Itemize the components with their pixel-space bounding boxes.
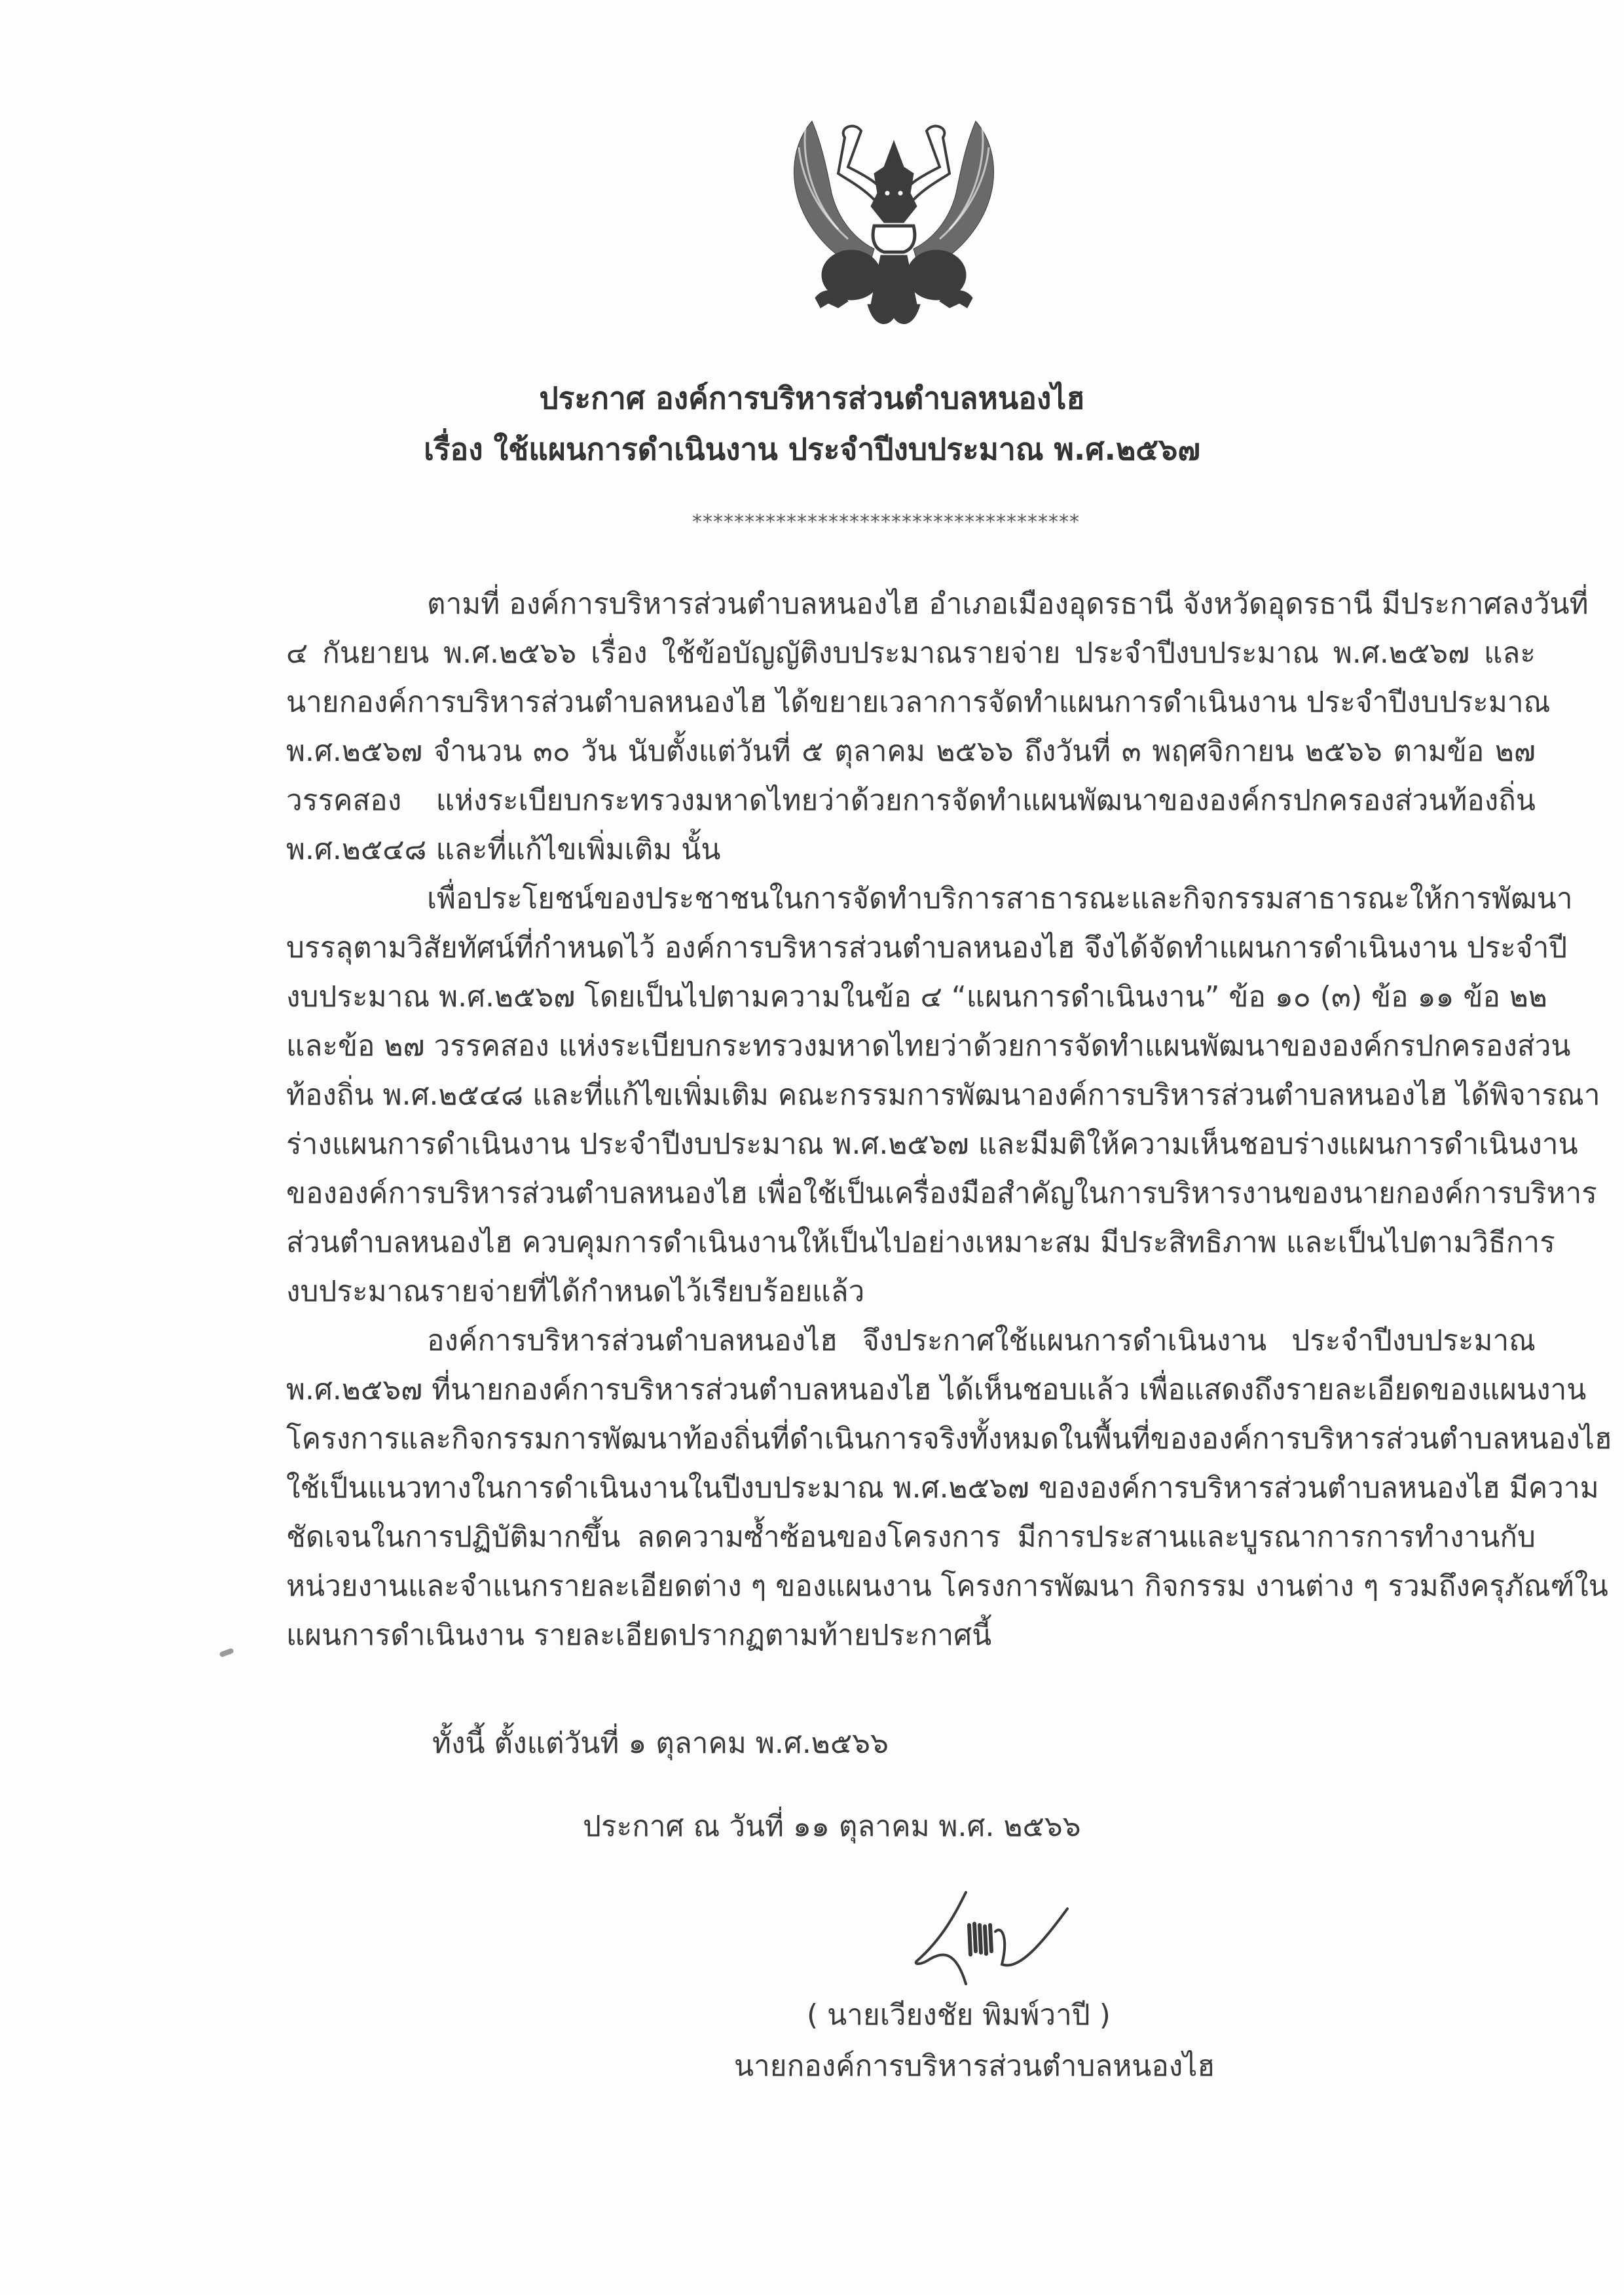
text-line: แผนการดำเนินงาน รายละเอียดปรากฏตามท้ายประกาศนี้ [286,1619,992,1652]
garuda-emblem-icon [776,108,1012,327]
text-line: ท้องถิ่น พ.ศ.๒๕๔๘ และที่แก้ไขเพิ่มเติม คณะกรรมการพัฒนาองค์การบริหารส่วนตำบลหนองไฮ ได้พิจารณา [286,1078,1600,1112]
text-line: ใช้เป็นแนวทางในการดำเนินงานในปีงบประมาณ พ.ศ.๒๕๖๗ ขององค์การบริหารส่วนตำบลหนองไฮ มีความ [286,1471,1599,1505]
text-line: ร่างแผนการดำเนินงาน ประจำปีงบประมาณ พ.ศ.๒๕๖๗ และมีมติให้ความเห็นชอบร่างแผนการดำเนินงาน [286,1128,1578,1161]
text-line: พ.ศ.๒๕๔๘ และที่แก้ไขเพิ่มเติม นั้น [286,833,721,866]
text-line: ตามที่ องค์การบริหารส่วนตำบลหนองไฮ อำเภอเมืองอุดรธานี จังหวัดอุดรธานี มีประกาศลงวันที่ [427,587,1589,621]
text-line: วรรคสอง แห่งระเบียบกระทรวงมหาดไทยว่าด้วยการจัดทำแผนพัฒนาขององค์กรปกครองส่วนท้องถิ่น [286,784,1536,817]
text-line: พ.ศ.๒๕๖๗ ที่นายกองค์การบริหารส่วนตำบลหนองไฮ ได้เห็นชอบแล้ว เพื่อแสดงถึงรายละเอียดของแผนงาน [286,1373,1587,1406]
title-line-1: ประกาศ องค์การบริหารส่วนตำบลหนองไฮ [539,380,1085,416]
signer-position: นายกองค์การบริหารส่วนตำบลหนองไฮ [734,2049,1215,2083]
text-line: และข้อ ๒๗ วรรคสอง แห่งระเบียบกระทรวงมหาดไทยว่าด้วยการจัดทำแผนพัฒนาขององค์กรปกครองส่วน [286,1029,1571,1063]
text-line: งบประมาณ พ.ศ.๒๕๖๗ โดยเป็นไปตามความในข้อ ๔ “แผนการดำเนินงาน” ข้อ ๑๐ (๓) ข้อ ๑๑ ข้อ ๒๒ [286,980,1547,1014]
text-line: หน่วยงานและจำแนกรายละเอียดต่าง ๆ ของแผนงาน โครงการพัฒนา กิจกรรม งานต่าง ๆ รวมถึงครุภัณฑ์ใน [286,1570,1608,1603]
text-line: พ.ศ.๒๕๖๗ จำนวน ๓๐ วัน นับตั้งแต่วันที่ ๕ ตุลาคม ๒๕๖๖ ถึงวันที่ ๓ พฤศจิกายน ๒๕๖๖ ตามข้อ ๒๗ [286,735,1536,768]
text-line: องค์การบริหารส่วนตำบลหนองไฮ จึงประกาศใช้แผนการดำเนินงาน ประจำปีงบประมาณ [427,1324,1536,1357]
text-line: เพื่อประโยชน์ของประชาชนในการจัดทำบริการสาธารณะและกิจกรรมสาธารณะให้การพัฒนา [427,882,1573,915]
text-line: บรรลุตามวิสัยทัศน์ที่กำหนดไว้ องค์การบริหารส่วนตำบลหนองไฮ จึงได้จัดทำแผนการดำเนินงาน ประจำปี [286,931,1568,964]
title-line-2: เรื่อง ใช้แผนการดำเนินงาน ประจำปีงบประมาณ พ.ศ.๒๕๖๗ [424,431,1200,467]
separator-line: ************************************* [692,511,1080,534]
text-line: ชัดเจนในการปฏิบัติมากขึ้น ลดความซ้ำซ้อนของโครงการ มีการประสานและบูรณาการการทำงานกับ [286,1520,1536,1554]
text-line: ส่วนตำบลหนองไฮ ควบคุมการดำเนินงานให้เป็นไปอย่างเหมาะสม มีประสิทธิภาพ และเป็นไปตามวิธีการ [286,1226,1555,1259]
text-line: ๔ กันยายน พ.ศ.๒๕๖๖ เรื่อง ใช้ข้อบัญญัติงบประมาณรายจ่าย ประจำปีงบประมาณ พ.ศ.๒๕๖๗ และ [286,636,1536,670]
scan-speck [219,1647,234,1657]
effective-date: ทั้งนี้ ตั้งแต่วันที่ ๑ ตุลาคม พ.ศ.๒๕๖๖ [432,1727,889,1760]
text-line: ขององค์การบริหารส่วนตำบลหนองไฮ เพื่อใช้เป็นเครื่องมือสำคัญในการบริหารงานของนายกองค์การบริหาร [286,1177,1597,1210]
signature-icon [904,1886,1080,1991]
text-line: นายกองค์การบริหารส่วนตำบลหนองไฮ ได้ขยายเวลาการจัดทำแผนการดำเนินงาน ประจำปีงบประมาณ [286,686,1551,719]
announcement-subject [0,430,1624,469]
signer-name: ( นายเวียงชัย พิมพ์วาปี ) [807,1998,1111,2032]
announcement-title [0,378,1624,418]
text-line: งบประมาณรายจ่ายที่ได้กำหนดไว้เรียบร้อยแล้ว [286,1275,865,1308]
announced-date: ประกาศ ณ วันที่ ๑๑ ตุลาคม พ.ศ. ๒๕๖๖ [583,1810,1081,1843]
text-line: โครงการและกิจกรรมการพัฒนาท้องถิ่นที่ดำเนินการจริงทั้งหมดในพื้นที่ขององค์การบริหารส่วนตำบลหนองไฮ [286,1422,1612,1456]
